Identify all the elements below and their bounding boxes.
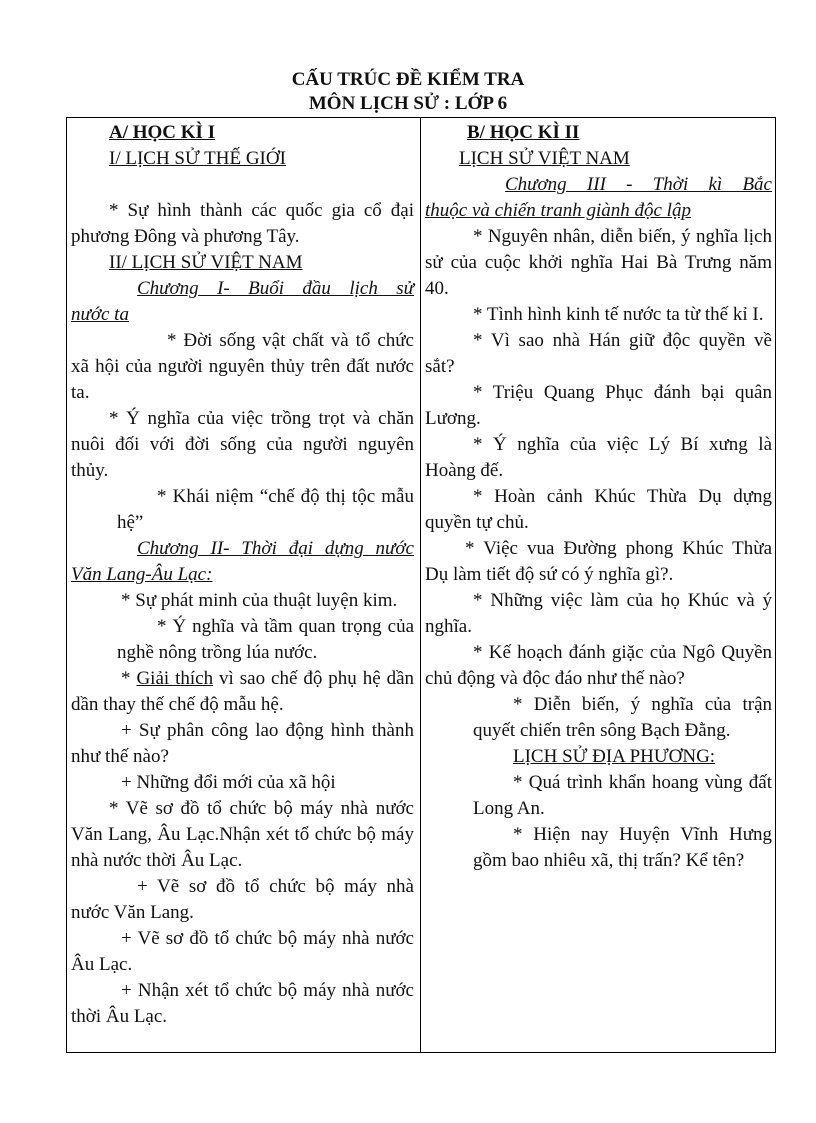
item-khuc-thua-du: * Hoàn cảnh Khúc Thừa Dụ dựng quyền tự chủ. — [425, 486, 772, 533]
item-khuc-family: * Những việc làm của họ Khúc và ý nghĩa. — [425, 590, 772, 637]
column-divider — [420, 118, 421, 1052]
chapter-2-heading-cont: Văn Lang-Âu Lạc: — [71, 564, 213, 585]
item-patriarchy-prefix: * — [121, 668, 137, 689]
document-subtitle: MÔN LỊCH SỬ : LỚP 6 — [308, 93, 508, 114]
outline-table — [66, 117, 776, 1053]
item-farming-meaning: * Ý nghĩa của việc trồng trọt và chăn nuôi đối với đời sống của người nguyên thủy. — [71, 408, 414, 481]
vn-history-heading: II/ LỊCH SỬ VIỆT NAM — [109, 252, 303, 273]
item-bach-dang: * Diễn biến, ý nghĩa của trận quyết chiến trên sông Bạch Đằng. — [473, 694, 772, 741]
world-history-heading: I/ LỊCH SỬ THẾ GIỚI — [109, 148, 286, 169]
item-vinh-hung: * Hiện nay Huyện Vĩnh Hưng gồm bao nhiêu xã, thị trấn? Kể tên? — [473, 824, 772, 871]
chapter-1-heading-cont: nước ta — [71, 304, 129, 325]
item-labor-division: + Sự phân công lao động hình thành như thế nào? — [71, 720, 414, 767]
item-long-an: * Quá trình khẩn hoang vùng đất Long An. — [473, 772, 772, 819]
document-title: CẤU TRÚC ĐỀ KIỂM TRA — [291, 69, 525, 90]
item-social-changes: + Những đổi mới của xã hội — [121, 772, 336, 793]
chapter-2-heading: Chương II- Thời đại dựng nước — [137, 538, 414, 559]
item-iron-monopoly: * Vì sao nhà Hán giữ độc quyền về sắt? — [425, 330, 772, 377]
chapter-1-heading: Chương I- Buổi đầu lịch sử — [137, 278, 414, 299]
vn-history-heading-2: LỊCH SỬ VIỆT NAM — [459, 148, 630, 169]
item-metallurgy: * Sự phát minh của thuật luyện kim. — [121, 590, 398, 611]
item-au-lac-comment: + Nhận xét tổ chức bộ máy nhà nước thời Âu Lạc. — [71, 980, 414, 1027]
chapter-3-heading: Chương III - Thời kì Bắc — [505, 174, 772, 195]
item-ngo-quyen-plan: * Kế hoạch đánh giặc của Ngô Quyền chủ động và độc đáo như thế nào? — [425, 642, 772, 689]
item-au-lac-diagram: + Vẽ sơ đồ tổ chức bộ máy nhà nước Âu Lạc. — [71, 928, 414, 975]
spacer — [71, 172, 414, 198]
item-economy: * Tình hình kinh tế nước ta từ thế kỉ I. — [473, 304, 764, 325]
semester-1-column — [71, 118, 414, 1030]
item-hai-ba-trung: * Nguyên nhân, diễn biến, ý nghĩa lịch sử của cuộc khởi nghĩa Hai Bà Trưng năm 40. — [425, 226, 772, 299]
item-patriarchy — [71, 666, 414, 718]
item-primitive-life: * Đời sống vật chất và tổ chức xã hội của người nguyên thủy trên đất nước ta. — [71, 330, 414, 403]
item-patriarchy-rest: vì sao chế độ phụ hệ dần dần thay thế chế độ mẫu hệ. — [71, 668, 415, 715]
item-tang-appointment: * Việc vua Đường phong Khúc Thừa Dụ làm tiết độ sứ có ý nghĩa gì?. — [425, 538, 772, 585]
semester-2-heading: B/ HỌC KÌ II — [467, 122, 580, 143]
explain-keyword: Giải thích — [136, 668, 214, 689]
item-ancient-states: * Sự hình thành các quốc gia cổ đại phương Đông và phương Tây. — [71, 200, 414, 247]
chapter-3-heading-cont: thuộc và chiến tranh giành độc lập — [425, 200, 691, 221]
item-trieu-quang-phuc: * Triệu Quang Phục đánh bại quân Lương. — [425, 382, 772, 429]
item-state-diagram: * Vẽ sơ đồ tổ chức bộ máy nhà nước Văn Lang, Âu Lạc.Nhận xét tổ chức bộ máy nhà nước thời Âu Lạc. — [71, 798, 414, 871]
item-ly-bi: * Ý nghĩa của việc Lý Bí xưng là Hoàng đế. — [425, 434, 772, 481]
semester-1-heading: A/ HỌC KÌ I — [109, 122, 216, 143]
local-history-heading: LỊCH SỬ ĐỊA PHƯƠNG: — [513, 746, 716, 767]
item-van-lang-diagram: + Vẽ sơ đồ tổ chức bộ máy nhà nước Văn Lang. — [71, 876, 414, 923]
semester-2-column — [425, 118, 772, 874]
item-matriarchy: * Khái niệm “chế độ thị tộc mẫu hệ” — [117, 486, 414, 533]
item-rice-farming: * Ý nghĩa và tầm quan trọng của nghề nông trồng lúa nước. — [117, 616, 414, 663]
